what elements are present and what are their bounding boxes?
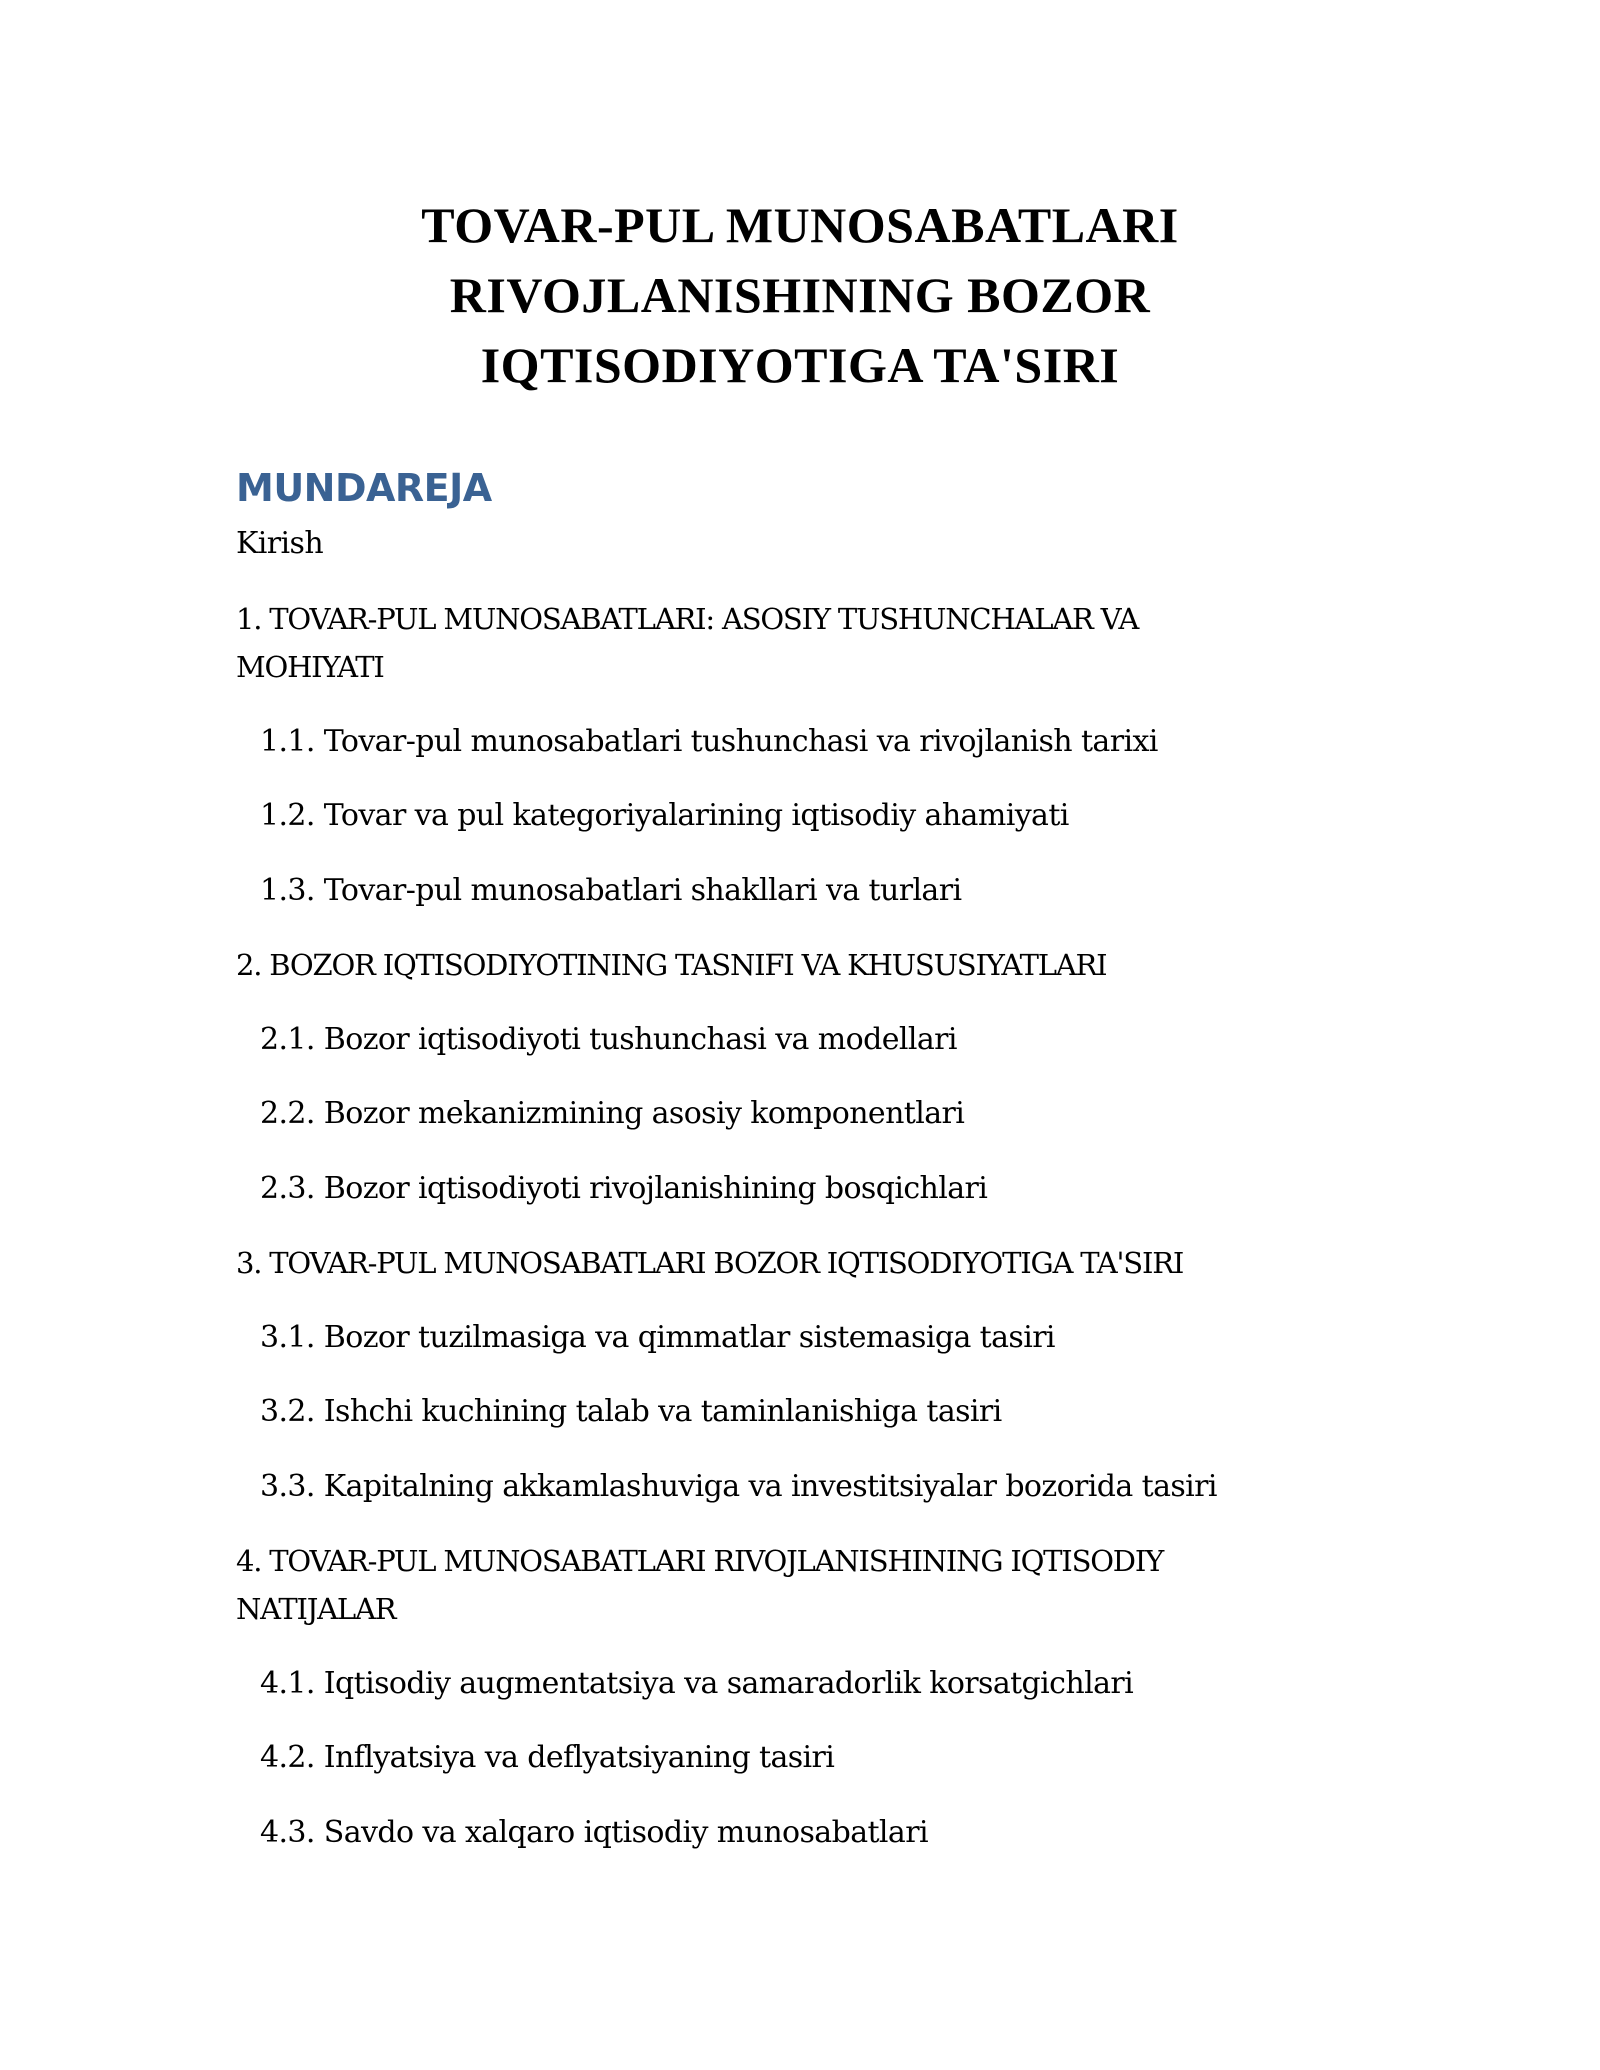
toc-entry-3-1[interactable]: 3.1. Bozor tuzilmasiga va qimmatlar sistemasiga tasiri bbox=[260, 1320, 1055, 1355]
title-line-3: IQTISODIYOTIGA TA'SIRI bbox=[480, 337, 1120, 393]
toc-entry-1-2[interactable]: 1.2. Tovar va pul kategoriyalarining iqtisodiy ahamiyati bbox=[260, 798, 1069, 833]
toc-entry-intro[interactable]: Kirish bbox=[236, 526, 324, 561]
toc-entry-2-1[interactable]: 2.1. Bozor iqtisodiyoti tushunchasi va modellari bbox=[260, 1022, 957, 1057]
toc-section-1[interactable]: 1. TOVAR-PUL MUNOSABATLARI: ASOSIY TUSHUNCHALAR VA bbox=[236, 602, 1139, 636]
toc-entry-2-3[interactable]: 2.3. Bozor iqtisodiyoti rivojlanishining bosqichlari bbox=[260, 1171, 988, 1206]
toc-entry-4-1[interactable]: 4.1. Iqtisodiy augmentatsiya va samaradorlik korsatgichlari bbox=[260, 1666, 1134, 1701]
toc-heading: MUNDAREJA bbox=[236, 466, 492, 510]
toc-entry-4-3[interactable]: 4.3. Savdo va xalqaro iqtisodiy munosabatlari bbox=[260, 1815, 928, 1850]
toc-entry-1-3[interactable]: 1.3. Tovar-pul munosabatlari shakllari va turlari bbox=[260, 873, 962, 908]
toc-entry-3-2[interactable]: 3.2. Ishchi kuchining talab va taminlanishiga tasiri bbox=[260, 1394, 1002, 1429]
toc-entry-1-1[interactable]: 1.1. Tovar-pul munosabatlari tushunchasi va rivojlanish tarixi bbox=[260, 724, 1158, 759]
document-title bbox=[300, 190, 1300, 400]
toc-entry-4-2[interactable]: 4.2. Inflyatsiya va deflyatsiyaning tasiri bbox=[260, 1740, 835, 1775]
toc-section-4[interactable]: 4. TOVAR-PUL MUNOSABATLARI RIVOJLANISHINING IQTISODIY bbox=[236, 1544, 1164, 1578]
toc-section-1-continued[interactable]: MOHIYATI bbox=[236, 650, 384, 684]
title-line-2: RIVOJLANISHINING BOZOR bbox=[449, 267, 1151, 323]
toc-section-4-continued[interactable]: NATIJALAR bbox=[236, 1592, 396, 1626]
toc-section-3[interactable]: 3. TOVAR-PUL MUNOSABATLARI BOZOR IQTISODIYOTIGA TA'SIRI bbox=[236, 1246, 1184, 1280]
toc-entry-3-3[interactable]: 3.3. Kapitalning akkamlashuviga va investitsiyalar bozorida tasiri bbox=[260, 1469, 1217, 1504]
toc-section-2[interactable]: 2. BOZOR IQTISODIYOTINING TASNIFI VA KHUSUSIYATLARI bbox=[236, 948, 1107, 982]
title-line-1: TOVAR-PUL MUNOSABATLARI bbox=[421, 197, 1179, 253]
toc-entry-2-2[interactable]: 2.2. Bozor mekanizmining asosiy komponentlari bbox=[260, 1096, 965, 1131]
